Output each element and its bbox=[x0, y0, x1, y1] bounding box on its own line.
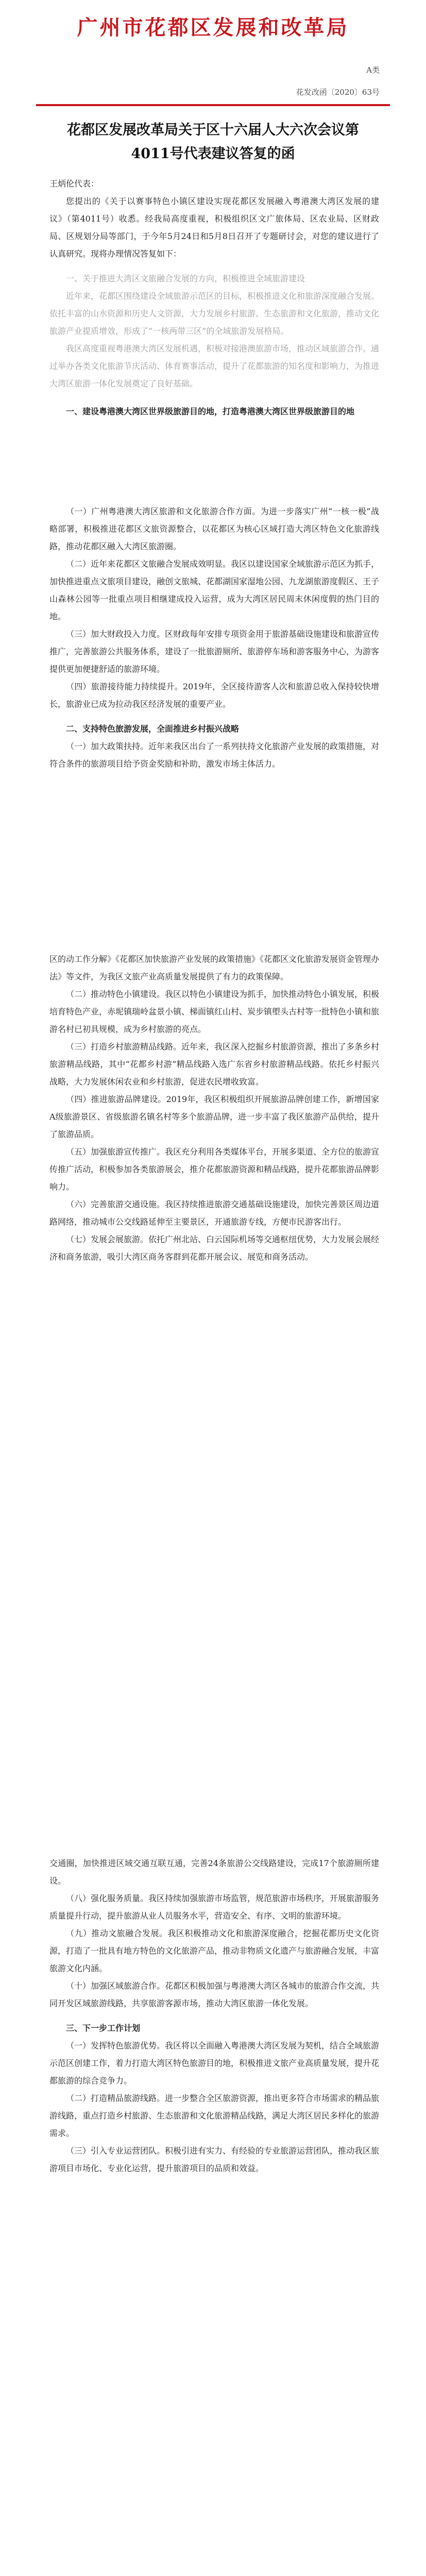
paragraph: （一）发挥特色旅游优势。我区将以全面融入粤港澳大湾区发展为契机，结合全域旅游示范区创建工作，着力打造大湾区特色旅游目的地，积极推进文旅产业高质量发展，提升花都旅游的综合竞争力。 bbox=[49, 2041, 380, 2086]
paragraph: （二）推动特色小镇建设。我区以特色小镇建设为抓手，加快推动特色小镇发展，积极培育特色产业，赤坭镇瑞岭盆景小镇、梯面镇红山村、炭步镇塱头古村等一批特色小镇和旅游名村已初具规模，成为乡村旅游的亮点。 bbox=[49, 989, 380, 1034]
paragraph: （十）加强区域旅游合作。花都区积极加强与粤港澳大湾区各城市的旅游合作交流，共同开发区域旅游线路，共享旅游客源市场，推动大湾区旅游一体化发展。 bbox=[49, 1981, 380, 2008]
paragraph: （四）旅游接待能力持续提升。2019年，全区接待游客人次和旅游总收入保持较快增长，旅游业已成为拉动我区经济发展的重要产业。 bbox=[49, 682, 379, 709]
page-2-body bbox=[49, 951, 379, 1266]
paragraph: （一）广州粤港澳大湾区旅游和文化旅游合作方面。为进一步落实广州“一核一极”战略部署，积极推进花都区文旅资源整合，以花都区为核心区域打造大湾区特色文化旅游线路，推动花都区融入大湾区旅游圈。 bbox=[49, 506, 379, 551]
paragraph: 您提出的《关于以赛事特色小镇区建设实现花都区发展融入粤港澳大湾区发展的建议》（第4011号）收悉。经我局高度重视，积极组织区文广旅体局、区农业局、区财政局、区规划分局等部门，于今年5月24日和5月8日召开了专题研讨会，对您的建议进行了认真研究。现将办理情况答复如下： bbox=[49, 196, 379, 259]
paragraph: （五）加强旅游宣传推广。我区充分利用各类媒体平台，开展多渠道、全方位的旅游宣传推广活动，积极参加各类旅游展会，推介花都旅游资源和精品线路，提升花都旅游品牌影响力。 bbox=[49, 1147, 380, 1192]
paragraph: 一、关于推进大湾区文旅融合发展的方向，积极推进全域旅游建设 bbox=[66, 274, 305, 283]
paragraph: （四）推进旅游品牌建设。2019年，我区积极组织开展旅游品牌创建工作，新增国家A级旅游景区、省级旅游名镇名村等多个旅游品牌，进一步丰富了我区旅游产品供给，提升了旅游品质。 bbox=[49, 1094, 379, 1139]
paragraph: （一）加大政策扶持。近年来我区出台了一系列扶持文化旅游产业发展的政策措施，对符合条件的旅游项目给予资金奖励和补助，激发市场主体活力。 bbox=[49, 741, 380, 769]
paragraph: 交通圈，加快推进区域交通互联互通，完善24条旅游公交线路建设，完成17个旅游厕所建设。 bbox=[49, 1858, 379, 1886]
paragraph: （六）完善旅游交通设施。我区持续推进旅游交通基础设施建设，加快完善景区周边道路网络，推动城市公交线路延伸至主要景区，开通旅游专线，方便市民游客出行。 bbox=[49, 1199, 380, 1227]
section-heading: 二、支持特色旅游发展，全面推进乡村振兴战略 bbox=[66, 724, 240, 734]
paragraph: （九）推动文旅融合发展。我区积极推动文化和旅游深度融合，挖掘花都历史文化资源，打造了一批具有地方特色的文化旅游产品，推动非物质文化遗产与旅游融合发展，丰富旅游文化内涵。 bbox=[49, 1928, 380, 1973]
document-page-2 bbox=[0, 904, 426, 1808]
salutation: 王炳伦代表： bbox=[49, 179, 99, 189]
paragraph: （二）打造精品旅游线路。进一步整合全区旅游资源，推出更多符合市场需求的精品旅游线路，重点打造乡村旅游、生态旅游和文化旅游精品线路，满足大湾区居民多样化的旅游需求。 bbox=[49, 2093, 380, 2138]
paragraph: 我区高度重视粤港澳大湾区发展机遇，积极对接港澳旅游市场，推动区域旅游合作。通过举办各类文化旅游节庆活动、体育赛事活动，提升了花都旅游的知名度和影响力，为推进大湾区旅游一体化发展奠定了良好基础。 bbox=[49, 344, 380, 388]
paragraph: （三）加大财政投入力度。区财政每年安排专项资金用于旅游基础设施建设和旅游宣传推广，完善旅游公共服务体系，建设了一批旅游厕所、旅游停车场和游客服务中心，为游客提供更加便捷舒适的旅游环境。 bbox=[49, 629, 380, 674]
section-heading: 一、建设粤港澳大湾区世界级旅游目的地，打造粤港澳大湾区世界级旅游目的地 bbox=[66, 406, 355, 416]
document-level-tag: A类 bbox=[366, 65, 380, 75]
paragraph: （八）强化服务质量。我区持续加强旅游市场监管，规范旅游市场秩序，开展旅游服务质量提升行动，提升旅游从业人员服务水平，营造安全、有序、文明的旅游环境。 bbox=[49, 1893, 380, 1921]
document-page-1 bbox=[0, 0, 426, 904]
paragraph: （三）引入专业运营团队。积极引进有实力、有经验的专业旅游运营团队，推动我区旅游项目市场化、专业化运营，提升旅游项目的品质和效益。 bbox=[49, 2146, 380, 2173]
page-3-body bbox=[49, 1855, 379, 2177]
page-1-body bbox=[49, 175, 379, 773]
paragraph: （二）近年来花都区文旅融合发展成效明显。我区以建设国家全域旅游示范区为抓手，加快推进重点文旅项目建设，融创文旅城、花都湖国家湿地公园、九龙湖旅游度假区、王子山森林公园等一批重点项目相继建成投入运营，成为大湾区居民周末休闲度假的热门目的地。 bbox=[49, 559, 380, 621]
section-heading: 三、下一步工作计划 bbox=[66, 2023, 141, 2033]
document-number: 花发改函〔2020〕63号 bbox=[296, 88, 380, 97]
paragraph: （七）发展会展旅游。依托广州北站、白云国际机场等交通枢纽优势，大力发展会展经济和商务旅游，吸引大湾区商务客群到花都开展会议、展览和商务活动。 bbox=[49, 1234, 380, 1262]
paragraph: 区的动工作分解》《花都区加快旅游产业发展的政策措施》《花都区文化旅游发展资金管理办法》等文件，为我区文旅产业高质量发展提供了有力的政策保障。 bbox=[49, 954, 380, 981]
header-red-rule bbox=[36, 104, 390, 106]
document-header-org: 广州市花都区发展和改革局 bbox=[77, 15, 349, 40]
paragraph: （三）打造乡村旅游精品线路。近年来，我区深入挖掘乡村旅游资源，推出了多条乡村旅游精品线路，其中“花都乡村游”精品线路入选广东省乡村旅游精品线路。依托乡村振兴战略，大力发展休闲农业和乡村旅游，促进农民增收致富。 bbox=[49, 1042, 380, 1087]
document-title: 花都区发展改革局关于区十六届人大六次会议第4011号代表建议答复的函 bbox=[67, 122, 359, 162]
document-page-3 bbox=[0, 1808, 426, 2576]
paragraph: 近年来，花都区围绕建设全域旅游示范区的目标，积极推进文化和旅游深度融合发展。依托丰富的山水资源和历史人文资源，大力发展乡村旅游、生态旅游和文化旅游，推动文化旅游产业提质增效，形成了“一核两带三区”的全域旅游发展格局。 bbox=[49, 291, 380, 336]
